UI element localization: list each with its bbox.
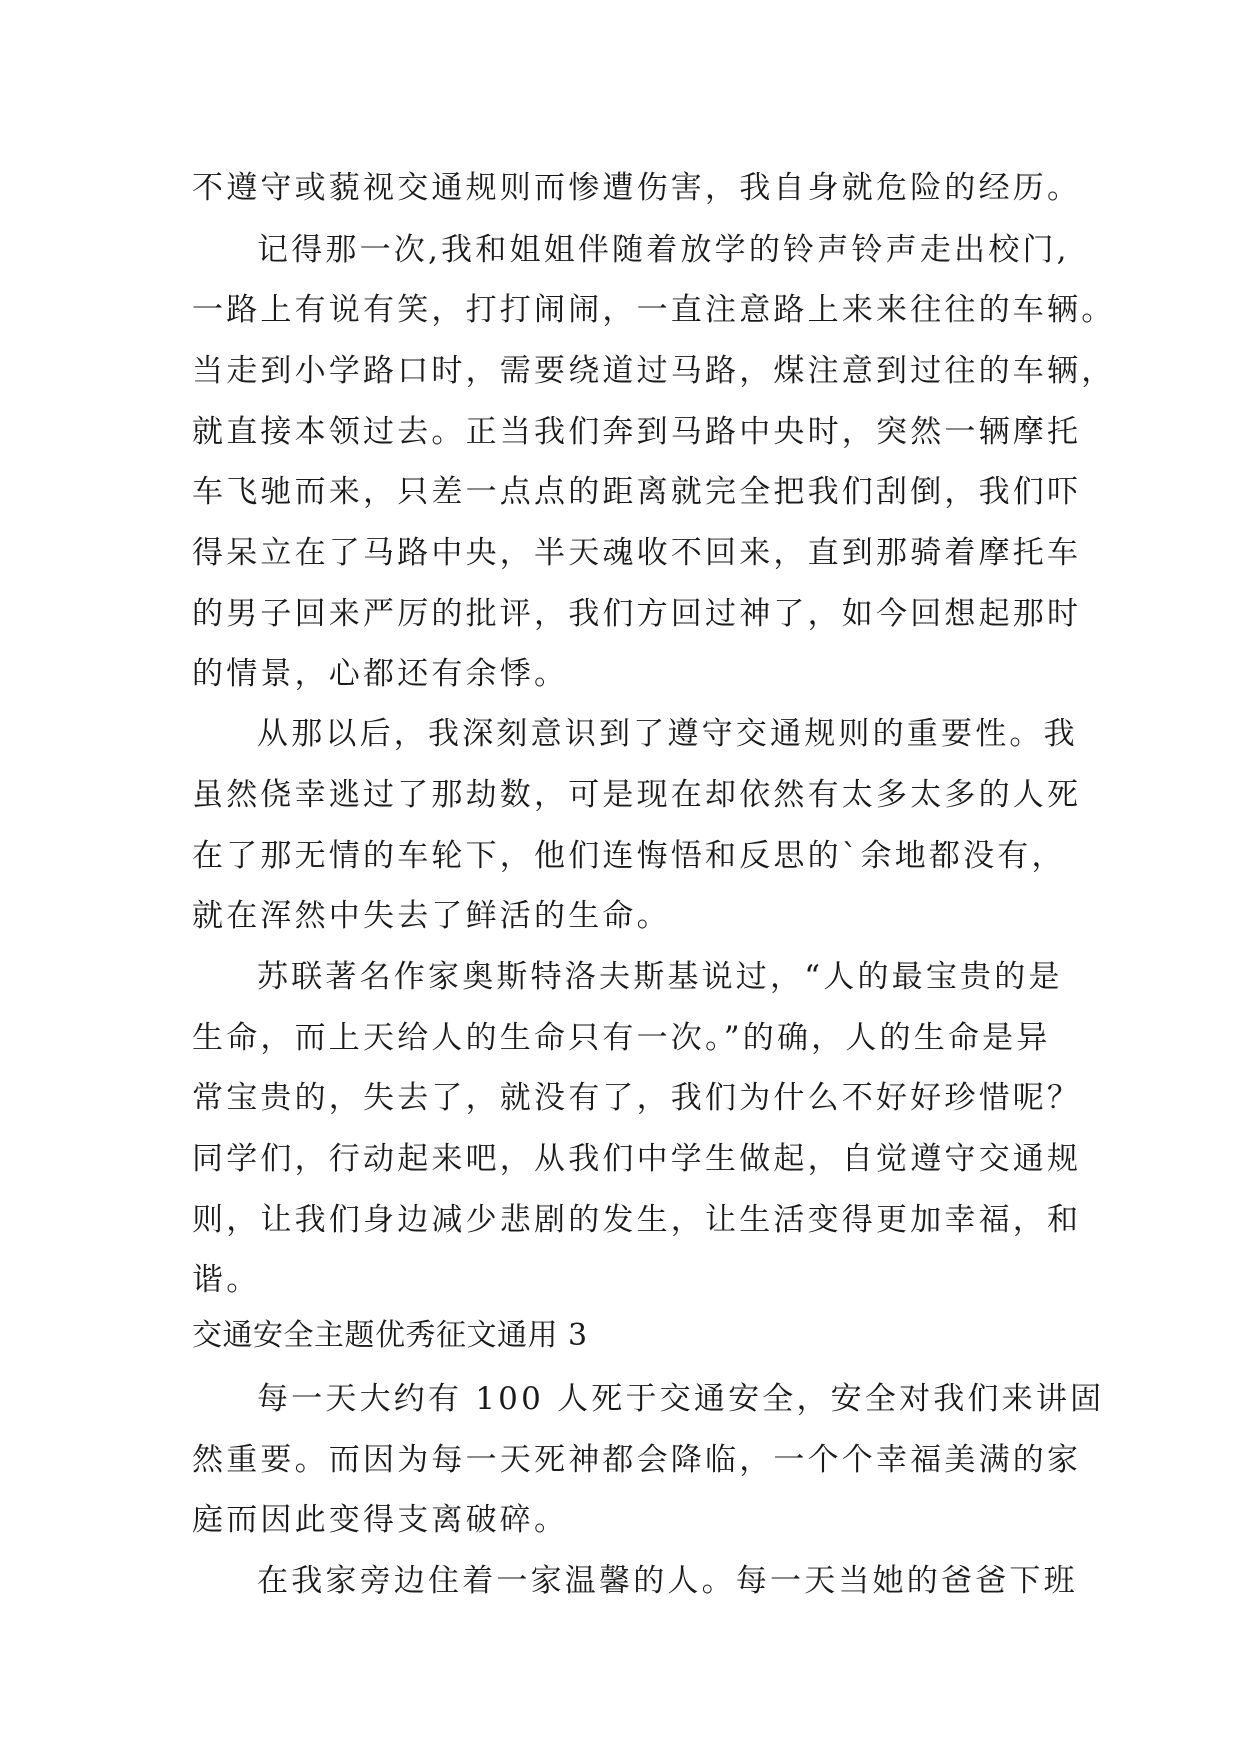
paragraph-line: 则，让我们身边减少悲剧的发生，让生活变得更加幸福，和 — [192, 1202, 1082, 1238]
paragraph-line: 同学们，行动起来吧，从我们中学生做起，自觉遵守交通规 — [192, 1141, 1082, 1177]
paragraph-line: 常宝贵的，失去了，就没有了，我们为什么不好好珍惜呢？ — [192, 1080, 1082, 1116]
paragraph-line: 就直接本领过去。正当我们奔到马路中央时，突然一辆摩托 — [192, 414, 1082, 450]
paragraph-line: 当走到小学路口时，需要绕道过马路，煤注意到过往的车辆， — [192, 353, 1116, 389]
paragraph-line: 苏联著名作家奥斯特洛夫斯基说过，“人的最宝贵的是 — [257, 959, 1063, 995]
paragraph-line: 谐。 — [192, 1262, 261, 1298]
paragraph-line: 一路上有说有笑，打打闹闹，一直注意路上来来往往的车辆。 — [192, 292, 1116, 328]
paragraph-line: 生命，而上天给人的生命只有一次。”的确，人的生命是异 — [192, 1020, 1051, 1056]
paragraph-line: 的男子回来严厉的批评，我们方回过神了，如今回想起那时 — [192, 596, 1082, 632]
paragraph-line: 就在浑然中失去了鲜活的生命。 — [192, 898, 671, 934]
paragraph-line: 从那以后，我深刻意识到了遵守交通规则的重要性。我 — [257, 716, 1078, 752]
paragraph-line: 每一天大约有 100 人死于交通安全，安全对我们来讲固 — [257, 1381, 1105, 1417]
paragraph-line: 在我家旁边住着一家温馨的人。每一天当她的爸爸下班 — [257, 1563, 1078, 1599]
paragraph-line: 车飞驰而来，只差一点点的距离就完全把我们刮倒，我们吓 — [192, 474, 1082, 510]
paragraph-line: 在了那无情的车轮下，他们连悔悟和反思的`余地都没有， — [192, 838, 1066, 874]
paragraph-line: 得呆立在了马路中央，半天魂收不回来，直到那骑着摩托车 — [192, 535, 1082, 571]
paragraph-line: 记得那一次,我和姐姐伴随着放学的铃声铃声走出校门, — [257, 232, 1070, 268]
paragraph-line: 虽然侥幸逃过了那劫数，可是现在却依然有太多太多的人死 — [192, 777, 1082, 813]
paragraph-line: 庭而因此变得支离破碎。 — [192, 1502, 569, 1538]
section-heading: 交通安全主题优秀征文通用 3 — [192, 1318, 588, 1353]
paragraph-line: 的情景，心都还有余悸。 — [192, 656, 569, 692]
paragraph-line: 然重要。而因为每一天死神都会降临，一个个幸福美满的家 — [192, 1442, 1082, 1478]
paragraph-line: 不遵守或藐视交通规则而惨遭伤害，我自身就危险的经历。 — [192, 170, 1082, 206]
